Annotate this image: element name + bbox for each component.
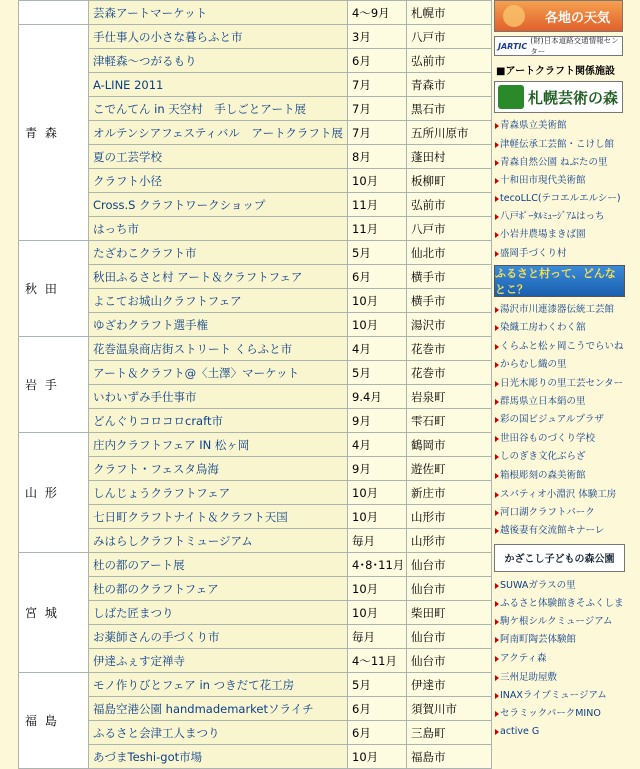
event-cell bbox=[89, 553, 348, 577]
table-row bbox=[19, 289, 492, 313]
jartic-banner[interactable] bbox=[494, 36, 623, 56]
table-row bbox=[19, 73, 492, 97]
event-cell bbox=[89, 457, 348, 481]
table-row bbox=[19, 409, 492, 433]
event-link[interactable]: Cross.S クラフトワークショップ bbox=[93, 197, 266, 212]
table-row bbox=[19, 457, 492, 481]
table-row bbox=[19, 433, 492, 457]
city-cell: 黒石市 bbox=[407, 97, 492, 121]
event-cell bbox=[89, 361, 348, 385]
facility-link[interactable]: 河口湖クラフトパーク bbox=[494, 504, 640, 523]
table-row bbox=[19, 361, 492, 385]
city-cell: 仙台市 bbox=[407, 625, 492, 649]
weather-banner[interactable]: 各地の天気 bbox=[494, 0, 623, 32]
table-row bbox=[19, 169, 492, 193]
table-row bbox=[19, 385, 492, 409]
month-cell: 11月 bbox=[348, 217, 407, 241]
month-cell: 6月 bbox=[348, 265, 407, 289]
event-link[interactable]: ふるさと会津工人まつり bbox=[93, 725, 220, 740]
prefecture-cell: 青 森 bbox=[19, 25, 89, 241]
event-link[interactable]: たざわこクラフト市 bbox=[93, 245, 197, 260]
month-cell: 5月 bbox=[348, 673, 407, 697]
jartic-text: (財)日本道路交通情報センター bbox=[530, 36, 619, 56]
month-cell: 毎月 bbox=[348, 625, 407, 649]
event-cell bbox=[89, 289, 348, 313]
month-cell: 5月 bbox=[348, 241, 407, 265]
city-cell: 鶴岡市 bbox=[407, 433, 492, 457]
facility-link[interactable]: 駒ケ根シルクミュージアム bbox=[494, 613, 640, 631]
city-cell: 三島町 bbox=[407, 721, 492, 745]
facility-link[interactable]: セラミックパークMINO bbox=[494, 705, 640, 723]
month-cell: 10月 bbox=[348, 577, 407, 601]
event-cell bbox=[89, 433, 348, 457]
facility-link[interactable]: 三州足助屋敷 bbox=[494, 669, 640, 688]
table-row bbox=[19, 745, 492, 769]
table-row bbox=[19, 241, 492, 265]
city-cell: 札幌市 bbox=[407, 1, 492, 25]
event-link[interactable]: 花巻温泉商店街ストリート くらふと市 bbox=[93, 341, 293, 356]
table-row bbox=[19, 49, 492, 73]
table-row bbox=[19, 313, 492, 337]
city-cell: 山形市 bbox=[407, 529, 492, 553]
section-title: ■アートクラフト関係施設 bbox=[496, 66, 615, 77]
city-cell: 花巻市 bbox=[407, 337, 492, 361]
event-cell bbox=[89, 745, 348, 769]
facility-link[interactable]: 八戸ﾎﾟｰﾀﾙﾐｭｰｼﾞｱﾑはっち bbox=[494, 208, 640, 226]
sapporo-logo-icon bbox=[498, 85, 524, 109]
month-cell: 7月 bbox=[348, 97, 407, 121]
facility-link[interactable]: 青森県立美術館 bbox=[494, 117, 640, 136]
city-cell: 岩泉町 bbox=[407, 385, 492, 409]
facility-link[interactable]: 青森自然公園 ねぶたの里 bbox=[494, 154, 640, 172]
city-cell: 八戸市 bbox=[407, 217, 492, 241]
table-row bbox=[19, 145, 492, 169]
city-cell: 五所川原市 bbox=[407, 121, 492, 145]
event-link[interactable]: A-LINE 2011 bbox=[93, 77, 164, 92]
facility-link[interactable]: INAXライブミュージアム bbox=[494, 687, 640, 705]
month-cell: 4～9月 bbox=[348, 1, 407, 25]
jartic-logo: JARTIC bbox=[498, 41, 528, 51]
city-cell: 横手市 bbox=[407, 289, 492, 313]
table-row bbox=[19, 265, 492, 289]
event-link[interactable]: クラフト・フェスタ鳥海 bbox=[93, 461, 219, 476]
table-row bbox=[19, 649, 492, 673]
event-cell bbox=[89, 337, 348, 361]
facility-link[interactable]: 染織工房わくわく舘 bbox=[494, 319, 640, 338]
table-row bbox=[19, 721, 492, 745]
month-cell: 9月 bbox=[348, 409, 407, 433]
month-cell: 4･8･11月 bbox=[348, 553, 407, 577]
event-link[interactable]: 杜の都のクラフトフェア bbox=[93, 581, 219, 596]
sun-icon bbox=[503, 5, 525, 27]
table-row bbox=[19, 577, 492, 601]
event-link[interactable]: しんじょうクラフトフェア bbox=[93, 485, 231, 500]
event-link[interactable]: はっち市 bbox=[93, 221, 139, 236]
city-cell: 伊達市 bbox=[407, 673, 492, 697]
table-row bbox=[19, 1, 492, 25]
event-link[interactable]: 手仕事人の小さな暮らふと市 bbox=[93, 29, 243, 44]
event-cell bbox=[89, 697, 348, 721]
facility-link[interactable]: 日光木彫りの里工芸センター bbox=[494, 375, 640, 393]
city-cell: 仙台市 bbox=[407, 577, 492, 601]
facility-link[interactable]: tecoLLC(テコエルエルシー) bbox=[494, 190, 640, 208]
city-cell: 八戸市 bbox=[407, 25, 492, 49]
facility-link[interactable]: スパティオ小淵沢 体験工房 bbox=[494, 486, 640, 504]
city-cell: 須賀川市 bbox=[407, 697, 492, 721]
table-row bbox=[19, 337, 492, 361]
event-cell bbox=[89, 385, 348, 409]
event-link[interactable]: いわいずみ手仕事市 bbox=[93, 389, 197, 404]
month-cell: 4月 bbox=[348, 433, 407, 457]
facility-link[interactable]: しのぎき文化ぶらざ bbox=[494, 448, 640, 467]
table-row bbox=[19, 673, 492, 697]
furusato-village-banner[interactable]: ふるさと村って、どんなとこ？ bbox=[494, 265, 625, 297]
table-row bbox=[19, 97, 492, 121]
month-cell: 毎月 bbox=[348, 529, 407, 553]
facility-link[interactable]: 小岩井農場まきば園 bbox=[494, 226, 640, 245]
table-row bbox=[19, 697, 492, 721]
month-cell: 6月 bbox=[348, 721, 407, 745]
table-row bbox=[19, 193, 492, 217]
event-cell bbox=[89, 601, 348, 625]
month-cell: 3月 bbox=[348, 25, 407, 49]
facility-link[interactable]: 湯沢市川連漆器伝統工芸館 bbox=[494, 301, 640, 319]
sidebar bbox=[494, 0, 640, 742]
event-cell bbox=[89, 505, 348, 529]
event-link[interactable]: 夏の工芸学校 bbox=[93, 149, 162, 164]
event-cell bbox=[89, 217, 348, 241]
event-link[interactable]: モノ作りびとフェア in つきだて花工房 bbox=[93, 677, 295, 692]
event-cell bbox=[89, 649, 348, 673]
month-cell: 7月 bbox=[348, 73, 407, 97]
prefecture-cell: 山 形 bbox=[19, 433, 89, 553]
city-cell: 横手市 bbox=[407, 265, 492, 289]
event-link[interactable]: ゆざわクラフト選手権 bbox=[93, 317, 208, 332]
prefecture-cell: 秋 田 bbox=[19, 241, 89, 337]
prefecture-cell: 福 島 bbox=[19, 673, 89, 769]
city-cell: 仙台市 bbox=[407, 649, 492, 673]
month-cell: 10月 bbox=[348, 505, 407, 529]
event-cell bbox=[89, 673, 348, 697]
craft-fair-table bbox=[18, 0, 492, 769]
event-cell bbox=[89, 409, 348, 433]
event-cell bbox=[89, 193, 348, 217]
event-link[interactable]: こでんてん in 天空村 手しごとアート展 bbox=[93, 101, 306, 116]
month-cell: 10月 bbox=[348, 481, 407, 505]
table-row bbox=[19, 481, 492, 505]
event-cell bbox=[89, 25, 348, 49]
prefecture-cell bbox=[19, 1, 89, 25]
month-cell: 9月 bbox=[348, 457, 407, 481]
facility-link[interactable]: 越後妻有交流館キナーレ bbox=[494, 522, 640, 541]
event-cell bbox=[89, 313, 348, 337]
city-cell: 新庄市 bbox=[407, 481, 492, 505]
month-cell: 5月 bbox=[348, 361, 407, 385]
city-cell: 福島市 bbox=[407, 745, 492, 769]
facility-links-b bbox=[494, 301, 640, 540]
event-cell bbox=[89, 169, 348, 193]
event-link[interactable]: あづまTeshi-got市場 bbox=[93, 749, 203, 764]
city-cell: 弘前市 bbox=[407, 49, 492, 73]
event-link[interactable]: 秋田ふるさと村 アート＆クラフトフェア bbox=[93, 269, 303, 284]
city-cell: 湯沢市 bbox=[407, 313, 492, 337]
month-cell: 10月 bbox=[348, 745, 407, 769]
facility-link[interactable]: 箱根彫刻の森美術館 bbox=[494, 467, 640, 486]
event-cell bbox=[89, 721, 348, 745]
month-cell: 11月 bbox=[348, 193, 407, 217]
facility-link[interactable]: アクティ森 bbox=[494, 650, 640, 669]
city-cell: 板柳町 bbox=[407, 169, 492, 193]
month-cell: 6月 bbox=[348, 49, 407, 73]
city-cell: 青森市 bbox=[407, 73, 492, 97]
event-link[interactable]: 伊達ふぇす定禅寺 bbox=[93, 653, 185, 668]
month-cell: 10月 bbox=[348, 289, 407, 313]
event-cell bbox=[89, 49, 348, 73]
facility-link[interactable]: 彩の国ビジュアルプラザ bbox=[494, 411, 640, 430]
table-row bbox=[19, 529, 492, 553]
event-link[interactable]: よこてお城山クラフトフェア bbox=[93, 293, 242, 308]
city-cell: 柴田町 bbox=[407, 601, 492, 625]
prefecture-cell: 岩 手 bbox=[19, 337, 89, 433]
event-cell bbox=[89, 625, 348, 649]
month-cell: 8月 bbox=[348, 145, 407, 169]
facility-link[interactable]: 十和田市現代美術館 bbox=[494, 172, 640, 191]
event-cell bbox=[89, 121, 348, 145]
city-cell: 花巻市 bbox=[407, 361, 492, 385]
event-link[interactable]: 七日町クラフトナイト＆クラフト天国 bbox=[93, 509, 288, 524]
facility-link[interactable]: 盛岡手づくり村 bbox=[494, 245, 640, 264]
city-cell: 雫石町 bbox=[407, 409, 492, 433]
facility-link[interactable]: からむし織の里 bbox=[494, 356, 640, 375]
city-cell: 弘前市 bbox=[407, 193, 492, 217]
month-cell: 10月 bbox=[348, 313, 407, 337]
table-row bbox=[19, 217, 492, 241]
city-cell: 仙台市 bbox=[407, 553, 492, 577]
event-cell bbox=[89, 265, 348, 289]
facility-link[interactable]: 世田谷ものづくり学校 bbox=[494, 430, 640, 449]
event-cell bbox=[89, 1, 348, 25]
prefecture-cell: 宮 城 bbox=[19, 553, 89, 673]
month-cell: 4～11月 bbox=[348, 649, 407, 673]
table-row bbox=[19, 121, 492, 145]
kazakoshi-forest-banner[interactable]: かざこし子どもの森公園 bbox=[494, 544, 625, 572]
month-cell: 6月 bbox=[348, 697, 407, 721]
month-cell: 10月 bbox=[348, 601, 407, 625]
facility-links-c bbox=[494, 577, 640, 742]
event-cell bbox=[89, 529, 348, 553]
event-link[interactable]: 芸森アートマーケット bbox=[93, 5, 208, 20]
event-link[interactable]: 庄内クラフトフェア IN 松ヶ岡 bbox=[93, 437, 250, 452]
event-link[interactable]: みはらしクラフトミュージアム bbox=[93, 533, 253, 548]
table-row bbox=[19, 553, 492, 577]
event-cell bbox=[89, 481, 348, 505]
facility-links-a bbox=[494, 117, 640, 263]
city-cell: 仙北市 bbox=[407, 241, 492, 265]
event-link[interactable]: 津軽森～つがるもり bbox=[93, 53, 197, 68]
facility-link[interactable]: 群馬県立日本絹の里 bbox=[494, 393, 640, 412]
table-row bbox=[19, 25, 492, 49]
city-cell: 遊佐町 bbox=[407, 457, 492, 481]
city-cell: 山形市 bbox=[407, 505, 492, 529]
month-cell: 4月 bbox=[348, 337, 407, 361]
event-cell bbox=[89, 577, 348, 601]
table-row bbox=[19, 601, 492, 625]
event-link[interactable]: しばた匠まつり bbox=[93, 605, 174, 620]
event-link[interactable]: お薬師さんの手づくり市 bbox=[93, 629, 220, 644]
event-link[interactable]: 福島空港公園 handmademarketソライチ bbox=[93, 701, 314, 716]
table-row bbox=[19, 625, 492, 649]
event-link[interactable]: アート＆クラフト@〈土澤〉マーケット bbox=[93, 365, 300, 380]
facility-link[interactable]: くらふと松ヶ岡こうでらいね bbox=[494, 338, 640, 356]
facility-link[interactable]: active G bbox=[494, 723, 640, 742]
facility-link[interactable]: 津軽伝承工芸館・こけし館 bbox=[494, 136, 640, 154]
table-row bbox=[19, 505, 492, 529]
month-cell: 9.4月 bbox=[348, 385, 407, 409]
event-cell bbox=[89, 241, 348, 265]
event-link[interactable]: オルテンシアフェスティバル アートクラフト展 bbox=[93, 125, 343, 140]
facility-link[interactable]: ふるさと体験館きそふくしま bbox=[494, 595, 640, 613]
month-cell: 7月 bbox=[348, 121, 407, 145]
facility-link[interactable]: SUWAガラスの里 bbox=[494, 577, 640, 596]
city-cell: 蓬田村 bbox=[407, 145, 492, 169]
month-cell: 10月 bbox=[348, 169, 407, 193]
event-cell bbox=[89, 97, 348, 121]
event-cell bbox=[89, 73, 348, 97]
event-link[interactable]: 杜の都のアート展 bbox=[93, 557, 185, 572]
sapporo-art-forest-banner[interactable]: 札幌芸術の森 bbox=[494, 81, 623, 113]
event-cell bbox=[89, 145, 348, 169]
facility-link[interactable]: 阿南町陶芸体験館 bbox=[494, 631, 640, 650]
event-link[interactable]: クラフト小径 bbox=[93, 173, 162, 188]
event-link[interactable]: どんぐりコロコロcraft市 bbox=[93, 413, 223, 428]
